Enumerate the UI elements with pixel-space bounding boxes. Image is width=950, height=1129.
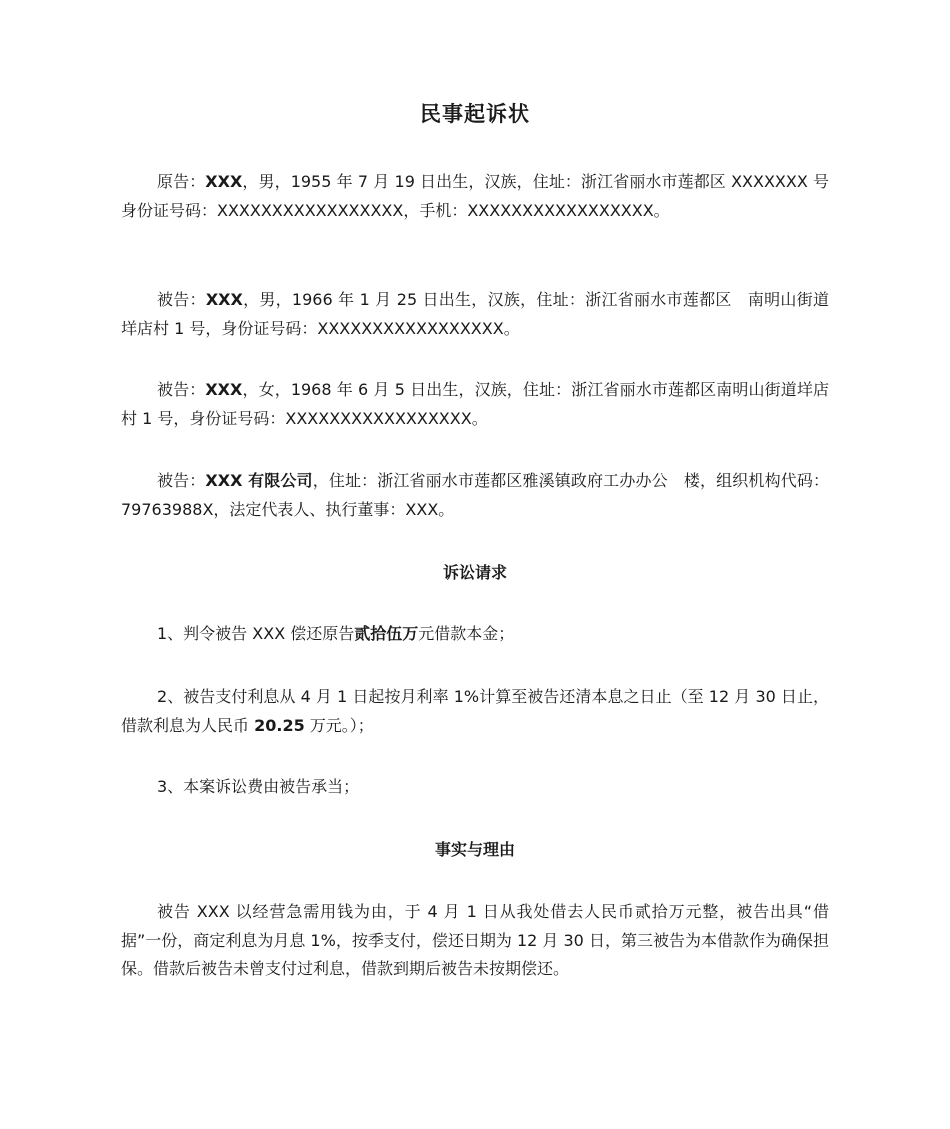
- claims-heading: 诉讼请求: [442, 563, 507, 582]
- plaintiff-paragraph: [121, 168, 829, 225]
- defendant-3-paragraph: [121, 467, 829, 524]
- claim-1-amount: 贰拾伍万: [354, 624, 419, 643]
- defendant-1-label: 被告：: [157, 290, 206, 309]
- claim-3: 3、本案诉讼费由被告承当；: [157, 777, 360, 796]
- claim-2-text-start: 2、被告支付利息从 4 月 1 日起按月利率 1%计算至被告还清本息之日止（至 12 月 30 日止，借款利息为人民币: [121, 687, 829, 735]
- plaintiff-label: 原告：: [157, 172, 206, 191]
- facts-paragraph: 被告 XXX 以经营急需用钱为由，于 4 月 1 日从我处借去人民币贰拾万元整，被告出具“借据”一份，商定利息为月息 1%，按季支付，偿还日期为 12 月 30 日，第三被告为本借款作为确保担保。借款后被告未曾支付过利息，借款到期后被告未按期偿还。: [121, 902, 829, 978]
- claim-2: [121, 683, 829, 740]
- defendant-3-details: ，住址：浙江省丽水市莲都区雅溪镇政府工办办公 楼，组织机构代码：79763988X，法定代表人、执行董事：XXX。: [121, 471, 829, 519]
- defendant-2-details: ，女，1968 年 6 月 5 日出生，汉族，住址：浙江省丽水市莲都区南明山街道垟店村 1 号，身份证号码：XXXXXXXXXXXXXXXXX。: [121, 380, 829, 428]
- plaintiff-name: XXX: [205, 172, 243, 191]
- defendant-1-paragraph: [121, 286, 829, 343]
- plaintiff-details: ，男，1955 年 7 月 19 日出生，汉族，住址：浙江省丽水市莲都区 XXXXXXX 号身份证号码：XXXXXXXXXXXXXXXXX，手机：XXXXXXXXXXXXXXXXX。: [121, 172, 829, 220]
- defendant-2-paragraph: [121, 376, 829, 433]
- claim-2-text-end: 万元。）；: [304, 715, 374, 735]
- defendant-3-name: XXX 有限公司: [205, 471, 313, 490]
- claim-2-amount: 20.25: [254, 715, 305, 735]
- defendant-1-details: ，男，1966 年 1 月 25 日出生，汉族，住址：浙江省丽水市莲都区 南明山街道垟店村 1 号，身份证号码：XXXXXXXXXXXXXXXXX。: [121, 290, 829, 338]
- claim-1: [121, 620, 829, 649]
- defendant-3-label: 被告：: [157, 471, 206, 490]
- defendant-1-name: XXX: [205, 290, 243, 309]
- facts-heading: 事实与理由: [434, 840, 515, 859]
- defendant-2-name: XXX: [205, 380, 243, 399]
- claim-1-text-end: 元借款本金；: [418, 624, 515, 643]
- document-title: 民事起诉状: [420, 102, 530, 126]
- claim-1-text-start: 1、判令被告 XXX 偿还原告: [157, 624, 355, 643]
- defendant-2-label: 被告：: [157, 380, 206, 399]
